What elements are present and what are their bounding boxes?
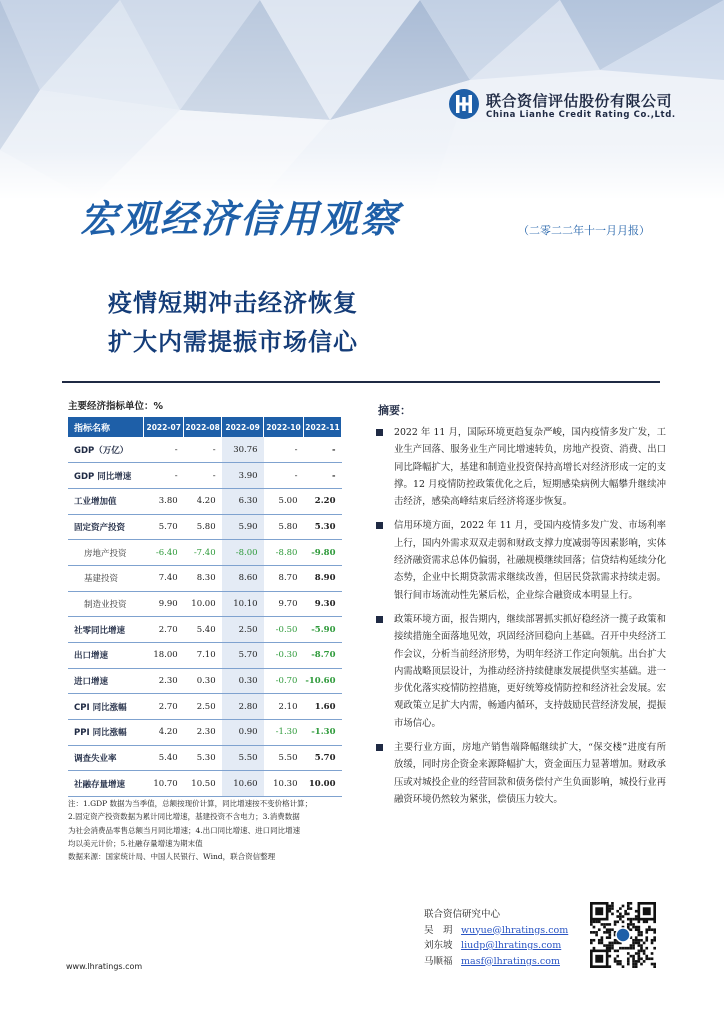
- indicator-value: -6.40: [144, 540, 184, 566]
- indicator-name: CPI 同比涨幅: [68, 694, 144, 720]
- table-row: [68, 720, 342, 746]
- indicator-value: 5.90: [222, 514, 264, 540]
- table-row: [68, 771, 342, 797]
- indicator-value: -7.40: [184, 540, 222, 566]
- table-row: [68, 514, 342, 540]
- indicator-value: 6.30: [222, 488, 264, 514]
- indicator-value: 5.30: [184, 745, 222, 771]
- indicator-value: -1.30: [303, 720, 341, 746]
- indicator-value: 2.80: [222, 694, 264, 720]
- indicator-value: 10.30: [264, 771, 304, 797]
- contact-name: 马顺福: [424, 955, 453, 967]
- table-row: [68, 591, 342, 617]
- indicator-value: 0.90: [222, 720, 264, 746]
- headline-line-1: 疫情短期冲击经济恢复: [108, 289, 358, 317]
- table-row: [68, 463, 342, 489]
- indicator-value: 2.20: [303, 488, 341, 514]
- series-title: 宏观经济信用观察: [80, 197, 401, 241]
- indicator-name: 制造业投资: [68, 591, 144, 617]
- indicator-value: 2.70: [144, 617, 184, 643]
- table-row: [68, 617, 342, 643]
- indicator-value: 10.10: [222, 591, 264, 617]
- company-logo: [448, 86, 678, 126]
- table-body: [68, 437, 342, 797]
- indicator-value: -: [184, 463, 222, 489]
- data-source-line: 数据来源：国家统计局、中国人民银行、Wind，联合资信整理: [68, 852, 276, 862]
- website-url: www.lhratings.com: [66, 962, 143, 971]
- indicator-value: 7.40: [144, 565, 184, 591]
- summary-title: 摘要：: [378, 404, 411, 417]
- indicator-value: -: [264, 463, 304, 489]
- contact-row: [424, 938, 589, 954]
- indicator-value: 2.10: [264, 694, 304, 720]
- indicator-value: -: [264, 437, 304, 463]
- contact-row: [424, 923, 589, 939]
- table-row: [68, 488, 342, 514]
- indicator-value: 7.10: [184, 643, 222, 669]
- summary-section: [374, 424, 666, 815]
- table-header-row: [68, 417, 342, 437]
- indicator-value: 9.70: [264, 591, 304, 617]
- table-row: [68, 745, 342, 771]
- table-row: [68, 643, 342, 669]
- column-header-period: 2022-10: [264, 417, 304, 437]
- indicator-value: 5.30: [303, 514, 341, 540]
- summary-bullet: [374, 517, 666, 603]
- indicator-value: 10.60: [222, 771, 264, 797]
- table-row: [68, 437, 342, 463]
- column-header-period: 2022-11: [303, 417, 341, 437]
- qr-code-icon: [590, 902, 656, 968]
- indicator-value: 5.80: [184, 514, 222, 540]
- indicator-value: -0.30: [264, 643, 304, 669]
- research-center-name: 联合资信研究中心: [424, 909, 501, 920]
- indicator-name: GDP 同比增速: [68, 463, 144, 489]
- column-header-period: 2022-09: [222, 417, 264, 437]
- indicator-value: 4.20: [184, 488, 222, 514]
- indicator-value: 8.70: [264, 565, 304, 591]
- indicator-value: -0.70: [264, 668, 304, 694]
- indicator-value: 3.80: [144, 488, 184, 514]
- square-bullet-icon: [376, 616, 383, 623]
- indicator-value: 0.30: [222, 668, 264, 694]
- column-header-period: 2022-07: [144, 417, 184, 437]
- indicator-value: -: [144, 437, 184, 463]
- indicator-value: 8.30: [184, 565, 222, 591]
- company-name-en: China Lianhe Credit Rating Co.,Ltd.: [486, 110, 676, 120]
- indicator-value: 10.00: [303, 771, 341, 797]
- table-row: [68, 565, 342, 591]
- indicator-value: 2.30: [144, 668, 184, 694]
- indicator-value: 30.76: [222, 437, 264, 463]
- indicator-value: -8.00: [222, 540, 264, 566]
- indicator-value: 2.30: [184, 720, 222, 746]
- indicator-value: 9.90: [144, 591, 184, 617]
- contact-email-link[interactable]: masf@lhratings.com: [461, 955, 560, 967]
- indicator-value: 2.50: [222, 617, 264, 643]
- indicator-value: -0.50: [264, 617, 304, 643]
- indicator-name: 出口增速: [68, 643, 144, 669]
- summary-bullet: [374, 611, 666, 732]
- indicator-value: 0.30: [184, 668, 222, 694]
- note-line: 为社会消费品零售总额当月同比增速；4.出口同比增速、进口同比增速: [68, 825, 301, 835]
- bullet-text: 信用环境方面，2022 年 11 月，受国内疫情多发广发、市场利率上行，国内外需求双双走弱和财政支撑力度减弱等因素影响，实体经济融资需求总体仍偏弱，社融规模继续回落；信贷结构延续分化态势，企业中长期贷款需求继续改善，但居民贷款需求持续走弱。银行间市场流动性先紧后松，企业综合融资成本明显上行。: [394, 520, 666, 601]
- indicator-value: 10.00: [184, 591, 222, 617]
- indicator-value: -8.70: [303, 643, 341, 669]
- table-row: [68, 668, 342, 694]
- indicator-value: 5.40: [184, 617, 222, 643]
- summary-bullet: [374, 424, 666, 510]
- indicator-value: -5.90: [303, 617, 341, 643]
- square-bullet-icon: [376, 744, 383, 751]
- contact-name: 刘东坡: [424, 940, 453, 951]
- indicator-value: -: [303, 463, 341, 489]
- lianhe-logo-icon: [448, 88, 480, 120]
- table-row: [68, 540, 342, 566]
- square-bullet-icon: [376, 522, 383, 529]
- company-name-cn: 联合资信评估股份有限公司: [486, 92, 673, 110]
- indicator-value: 8.90: [303, 565, 341, 591]
- indicator-name: 调查失业率: [68, 745, 144, 771]
- indicator-value: 9.30: [303, 591, 341, 617]
- indicator-value: -9.80: [303, 540, 341, 566]
- indicator-value: 5.70: [144, 514, 184, 540]
- bullet-text: 2022 年 11 月，国际环境更趋复杂严峻，国内疫情多发广发，工业生产回落、服务业生产同比增速转负，房地产投资、消费、出口同比降幅扩大，基建和制造业投资保持高增长对经济形成一定的支撑。12 月疫情防控政策优化之后，短期感染病例大幅攀升继续冲击经济，感染高峰结束后经济将逐步恢复。: [394, 427, 666, 508]
- bullet-text: 主要行业方面，房地产销售端降幅继续扩大，“保交楼”进度有所放缓，同时房企资金来源降幅扩大，资金面压力显著增加。财政承压或对城投企业的经营回款和债务偿付产生负面影响，城投行业再融资环境仍然较为紧张，偿债压力较大。: [394, 742, 666, 805]
- table-notes: [68, 797, 352, 863]
- note-line: 均以美元计价；5.社融存量增速为期末值: [68, 838, 203, 848]
- contact-email-link[interactable]: wuyue@lhratings.com: [461, 924, 569, 936]
- headline-line-2: 扩大内需提振市场信心: [108, 328, 358, 356]
- contact-email-link[interactable]: liudp@lhratings.com: [461, 940, 562, 951]
- summary-bullet: [374, 739, 666, 808]
- indicator-value: 5.50: [222, 745, 264, 771]
- indicator-name: GDP（万亿）: [68, 437, 144, 463]
- column-header-period: 2022-08: [184, 417, 222, 437]
- indicator-value: 4.20: [144, 720, 184, 746]
- indicator-name: 社零同比增速: [68, 617, 144, 643]
- indicator-value: 10.50: [184, 771, 222, 797]
- note-line: 2.固定资产投资数据为累计同比增速，基建投资不含电力；3.消费数据: [68, 812, 300, 822]
- indicator-value: -: [184, 437, 222, 463]
- indicator-name: 进口增速: [68, 668, 144, 694]
- indicator-value: 5.00: [264, 488, 304, 514]
- table-row: [68, 694, 342, 720]
- contact-name: 吴 玥: [424, 924, 453, 936]
- indicator-name: 房地产投资: [68, 540, 144, 566]
- indicator-value: 5.80: [264, 514, 304, 540]
- note-line: 注：1.GDP 数据为当季值，总额按现价计算，同比增速按不变价格计算；: [68, 799, 313, 808]
- indicator-value: 2.50: [184, 694, 222, 720]
- indicator-value: 5.50: [264, 745, 304, 771]
- square-bullet-icon: [376, 429, 383, 436]
- indicator-name: 社融存量增速: [68, 771, 144, 797]
- indicator-value: 5.70: [303, 745, 341, 771]
- contact-block: [424, 907, 589, 969]
- indicator-value: 3.90: [222, 463, 264, 489]
- bullet-text: 政策环境方面，报告期内，继续部署抓实抓好稳经济一揽子政策和接续措施全面落地见效，巩固经济回稳向上基础。召开中央经济工作会议，分析当前经济形势，为明年经济工作定向领航。出台扩大内需战略顶层设计，为推动经济持续健康发展提供坚实基础。进一步优化落实疫情防控措施，更好统筹疫情防控和经济社会发展。宏观政策立足扩大内需，畅通内循环，支持鼓励民营经济发展，提振市场信心。: [394, 613, 666, 729]
- indicator-name: 工业增加值: [68, 488, 144, 514]
- indicator-value: 2.70: [144, 694, 184, 720]
- indicators-table: [68, 417, 342, 797]
- indicator-value: 8.60: [222, 565, 264, 591]
- indicator-name: 基建投资: [68, 565, 144, 591]
- indicator-value: 5.70: [222, 643, 264, 669]
- section-divider: [62, 381, 660, 383]
- table-caption: 主要经济指标单位：%: [68, 401, 164, 412]
- issue-label: （二零二二年十一月月报）: [518, 224, 650, 237]
- indicator-value: -8.80: [264, 540, 304, 566]
- indicator-value: -10.60: [303, 668, 341, 694]
- contact-row: [424, 954, 589, 970]
- indicator-value: -: [303, 437, 341, 463]
- indicator-value: 5.40: [144, 745, 184, 771]
- indicator-name: 固定资产投资: [68, 514, 144, 540]
- indicator-value: -1.30: [264, 720, 304, 746]
- indicator-value: -: [144, 463, 184, 489]
- indicator-value: 10.70: [144, 771, 184, 797]
- indicator-value: 1.60: [303, 694, 341, 720]
- indicator-value: 18.00: [144, 643, 184, 669]
- column-header-indicator: 指标名称: [68, 417, 144, 437]
- indicator-name: PPI 同比涨幅: [68, 720, 144, 746]
